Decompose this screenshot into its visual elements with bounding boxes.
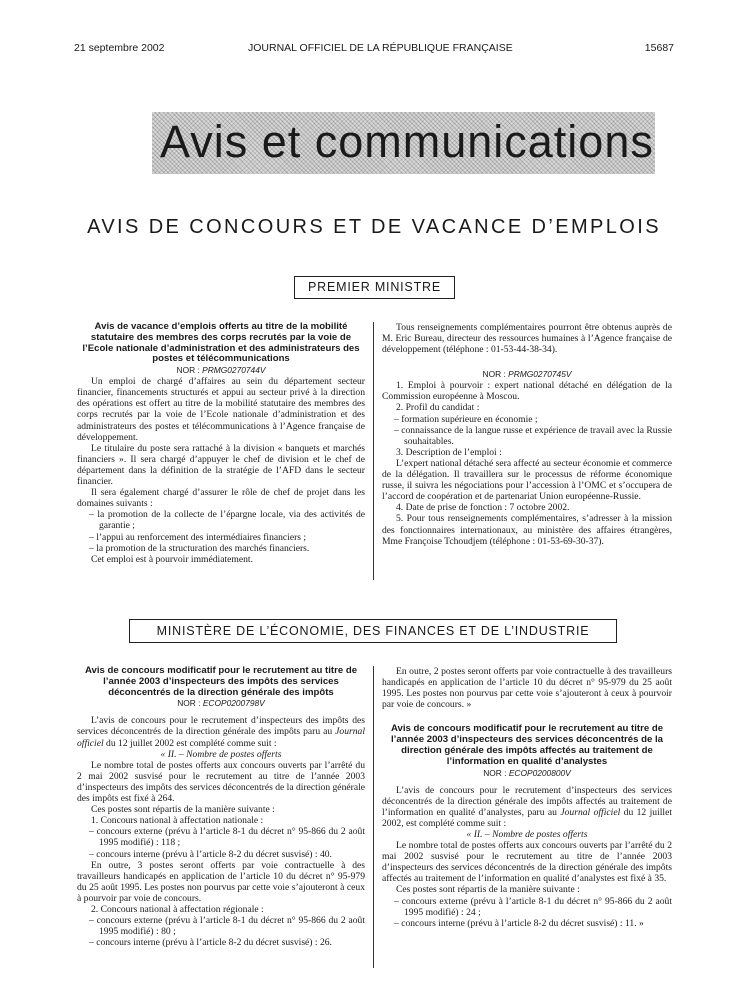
paragraph: Tous renseignements complémentaires pourront être obtenus auprès de M. Eric Bureau, directeur des ressources humaines à l’Agence française de développement (téléphone : 01-53-44-38-34). (382, 322, 672, 356)
running-head (74, 42, 674, 56)
article-column-left (77, 322, 365, 565)
main-title: AVIS DE CONCOURS ET DE VACANCE D’EMPLOIS (87, 216, 661, 238)
list-item: – connaissance de la langue russe et expérience de travail avec la Russie souhaitables. (394, 424, 672, 447)
issue-date: 21 septembre 2002 (74, 42, 165, 54)
banner-title: Avis et communications (160, 116, 654, 167)
nor-reference (382, 768, 672, 779)
article-heading: Avis de concours modificatif pour le recrutement au titre de l’année 2003 d’inspecteurs des impôts des services déconcentrés de la direction générale des impôts (84, 665, 358, 698)
page-number: 15687 (644, 42, 674, 54)
list-item: – la promotion de la collecte de l’épargne locale, via des activités de garantie ; (89, 509, 365, 532)
nor-code: PRMG0270744V (202, 365, 266, 376)
paragraph: Un emploi de chargé d’affaires au sein du département secteur financier, financements structurés et appui au secteur privé à la direction des opérations est offert au titre de la mobilité statutaire des membres des corps recrutés par la voie de l’Ecole nationale d’administration et des administrateurs des postes et télécommunications à l’Agence française de développement. (77, 376, 365, 443)
paragraph: 2. Profil du candidat : (396, 402, 480, 414)
section-banner (152, 112, 655, 174)
nor-code: PRMG0270745V (508, 369, 572, 380)
paragraph-text: du 12 juillet 2002, est complété comme suit : (382, 806, 673, 829)
nor-label: NOR : (483, 767, 507, 778)
paragraph: 2. Concours national à affectation régionale : (91, 903, 264, 915)
list-item: – concours externe (prévu à l’article 8-1 du décret n° 95-866 du 2 août 1995 modifié) : 118 ; (89, 826, 365, 849)
list-item: – formation supérieure en économie ; (394, 413, 538, 425)
paragraph: 3. Description de l’emploi : (396, 446, 502, 458)
nor-label: NOR : (177, 698, 201, 709)
nor-code: ECOP0200800V (508, 767, 571, 778)
nor-label: NOR : (482, 369, 506, 380)
subsection-title: « II. – Nombre de postes offerts (160, 748, 282, 760)
list-item: – la promotion de la structuration des marchés financiers. (89, 542, 310, 554)
list-item: – concours interne (prévu à l’article 8-2 du décret susvisé) : 40. (89, 848, 332, 860)
paragraph-text: L’avis de concours pour le recrutement d’inspecteurs des impôts des services déconcentrés de la direction générale des impôts paru au (77, 715, 365, 738)
ministry-heading: PREMIER MINISTRE (294, 276, 455, 299)
list-item: – concours externe (prévu à l’article 8-1 du décret n° 95-866 du 2 août 1995 modifié) : 80 ; (89, 915, 365, 938)
paragraph: Ces postes sont répartis de la manière suivante : (91, 804, 275, 816)
column-rule (373, 322, 374, 580)
paragraph: L’expert national détaché sera affecté au secteur économie et commerce de la délégation. Il travaillera sur le processus de réforme économique russe, il suivra les négociations pour l’accession à l’OMC et s’occupera de l’accord de coopération et de partenariat Union européenne-Russie. (382, 457, 672, 503)
journal-reference: Journal officiel (77, 726, 365, 749)
nor-reference (77, 698, 365, 709)
article-heading: Avis de concours modificatif pour le recrutement au titre de l’année 2003 d’inspecteurs des services déconcentrés de la direction générale des impôts affectés au traitement de l’information en qualité d’analystes (390, 723, 664, 767)
list-item: – l’appui au renforcement des intermédiaires financiers ; (89, 531, 307, 543)
article-column-left (77, 666, 365, 948)
list-item: – concours interne (prévu à l’article 8-2 du décret susvisé) : 26. (89, 937, 332, 949)
article-heading: Avis de vacance d’emplois offerts au titre de la mobilité statutaire des membres des corps recrutés par la voie de l’Ecole nationale d’administration et des administrateurs des postes et télécommunications (82, 321, 360, 365)
list-item: – concours interne (prévu à l’article 8-2 du décret susvisé) : 11. » (394, 917, 644, 929)
paragraph: Le nombre total de postes offerts aux concours ouverts par l’arrêté du 2 mai 2002 susvisé pour le recrutement au titre de l’année 2003 d’inspecteurs des services déconcentrés de la direction générale des impôts affectés au traitement de l’information en qualité d’analystes est fixé à 35. (382, 840, 672, 885)
paragraph (382, 785, 672, 829)
paragraph: 1. Emploi à pourvoir : expert national détaché en délégation de la Commission européenne à Moscou. (382, 380, 672, 403)
journal-title: JOURNAL OFFICIEL DE LA RÉPUBLIQUE FRANÇAISE (248, 42, 513, 54)
paragraph: Le nombre total de postes offerts aux concours ouverts par l’arrêté du 2 mai 2002 susvisé pour le recrutement au titre de l’année 2003 d’inspecteurs des impôts des services déconcentrés de la direction générale des impôts est fixé à 264. (77, 759, 365, 805)
paragraph: Cet emploi est à pourvoir immédiatement. (91, 553, 253, 565)
paragraph: Il sera également chargé d’assurer le rôle de chef de projet dans les domaines suivants : (77, 487, 365, 510)
nor-reference (77, 365, 365, 376)
journal-reference: Journal officiel (560, 806, 621, 818)
paragraph: En outre, 3 postes seront offerts par voie contractuelle à des travailleurs handicapés en application de l’article 10 du décret n° 95-979 du 25 août 1995. Les postes non pourvus par cette voie s’ajouteront à ceux à pourvoir par voie de concours. (77, 859, 365, 904)
nor-code: ECOP0200798V (202, 698, 265, 709)
paragraph: Ces postes sont répartis de la manière suivante : (396, 884, 580, 896)
subsection-title: « II. – Nombre de postes offerts (466, 828, 588, 840)
paragraph: 5. Pour tous renseignements complémentaires, s’adresser à la mission des fonctionnaires internationaux, au ministère des affaires étrangères, Mme Françoise Tchoudjem (téléphone : 01-53-69-30-37). (382, 513, 672, 547)
paragraph: 1. Concours national à affectation nationale : (91, 815, 264, 827)
article-column-right (382, 666, 672, 929)
ministry-heading: MINISTÈRE DE L’ÉCONOMIE, DES FINANCES ET DE L’INDUSTRIE (129, 619, 617, 643)
list-item: – concours externe (prévu à l’article 8-1 du décret n° 95-866 du 2 août 1995 modifié) : 24 ; (394, 895, 672, 918)
paragraph-text: du 12 juillet 2002 est complété comme suit : (103, 737, 277, 749)
paragraph: 4. Date de prise de fonction : 7 octobre 2002. (396, 502, 570, 514)
nor-label: NOR : (176, 365, 200, 376)
paragraph: Le titulaire du poste sera rattaché à la division « banquets et marchés financiers ». Il sera chargé d’appuyer le chef de division et le chef de département dans la définition de la stratégie de l’AFD dans le secteur financier. (77, 442, 365, 488)
article-column-right (382, 322, 672, 547)
nor-reference (382, 369, 672, 380)
column-rule (373, 666, 374, 968)
paragraph (77, 715, 365, 748)
paragraph-text: L’avis de concours pour le recrutement d’inspecteurs des services déconcentrés de la direction générale des impôts affectés au traitement de l’information en qualité d’analystes, paru au (382, 784, 672, 818)
paragraph: En outre, 2 postes seront offerts par voie contractuelle à des travailleurs handicapés en application de l’article 10 du décret n° 95-979 du 25 août 1995. Les postes non pourvus par cette voie s’ajouteront à ceux à pourvoir par voie de concours. » (382, 666, 672, 711)
